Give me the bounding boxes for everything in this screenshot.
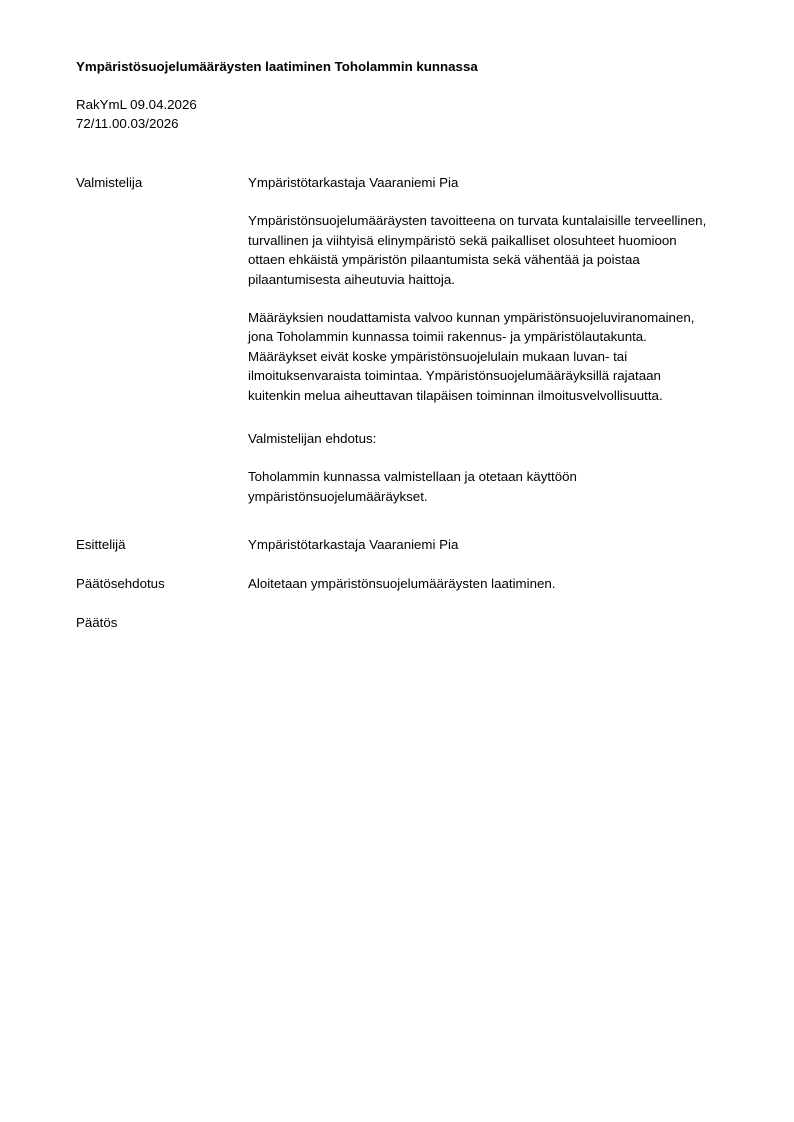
proposal-heading: Valmistelijan ehdotus:	[248, 431, 377, 447]
text-line: Määräykset eivät koske ympäristönsuojelulain mukaan luvan- tai	[248, 348, 628, 364]
valmistelija-content	[248, 173, 768, 506]
text-line: turvallinen ja viihtyisä elinympäristö sekä paikalliset olosuhteet huomioon	[248, 232, 677, 248]
text-line: jona Toholammin kunnassa toimii rakennus- ja ympäristölautakunta.	[248, 329, 647, 345]
label-valmistelija: Valmistelija	[76, 175, 143, 190]
valmistelija-name: Ympäristötarkastaja Vaaraniemi Pia	[248, 175, 459, 190]
reference-number: 72/11.00.03/2026	[76, 116, 179, 132]
esittelija-name: Ympäristötarkastaja Vaaraniemi Pia	[248, 537, 459, 552]
text-line: kuitenkin melua aiheuttavan tilapäisen toiminnan ilmoitusvelvollisuutta.	[248, 387, 663, 403]
document-meta	[76, 95, 197, 134]
document-title: Ympäristösuojelumääräysten laatiminen Toholammin kunnassa	[76, 59, 478, 74]
paragraph-2	[248, 308, 768, 405]
label-esittelija: Esittelijä	[76, 537, 126, 552]
label-paatos: Päätös	[76, 615, 118, 630]
label-paatosehdotus: Päätösehdotus	[76, 576, 165, 591]
paragraph-1	[248, 211, 768, 289]
text-line: pilaantumisesta aiheutuvia haittoja.	[248, 271, 455, 287]
text-line: Ympäristönsuojelumääräysten tavoitteena on turvata kuntalaisille terveellinen,	[248, 213, 707, 229]
text-line: Määräyksien noudattamista valvoo kunnan ympäristönsuojeluviranomainen,	[248, 310, 695, 326]
text-line: ilmoituksenvaraista toimintaa. Ympäristönsuojelumääräyksillä rajataan	[248, 368, 661, 384]
text-line: ympäristönsuojelumääräykset.	[248, 488, 428, 504]
proposal-text	[248, 467, 768, 506]
paatosehdotus-text: Aloitetaan ympäristönsuojelumääräysten laatiminen.	[248, 576, 556, 591]
meeting-info: RakYmL 09.04.2026	[76, 97, 197, 112]
text-line: Toholammin kunnassa valmistellaan ja otetaan käyttöön	[248, 469, 577, 485]
text-line: ottaen ehkäistä ympäristön pilaantumista sekä vähentää ja poistaa	[248, 252, 640, 268]
